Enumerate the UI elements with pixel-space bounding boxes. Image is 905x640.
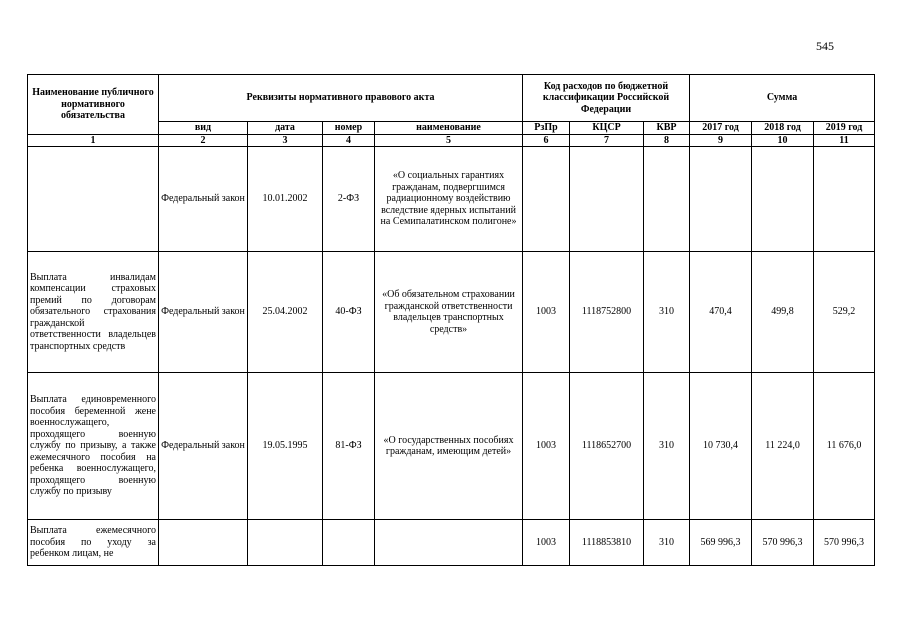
table-row	[28, 252, 875, 373]
header-rzpr: РзПр	[523, 122, 570, 135]
header-budget-code: Код расходов по бюджетной классификации Российской Федерации	[523, 75, 690, 122]
column-number: 9	[690, 134, 752, 147]
act-name-cell: «О социальных гарантиях гражданам, подвергшимся радиационному воздействию вследствие ядерных испытаний на Семипалатинском полигоне»	[375, 147, 523, 252]
sum-2017-cell: 569 996,3	[690, 520, 752, 566]
header-sum: Сумма	[690, 75, 875, 122]
column-number: 10	[752, 134, 814, 147]
act-type-cell: Федеральный закон	[159, 252, 248, 373]
header-date: дата	[248, 122, 323, 135]
kcsr-cell: 1118853810	[570, 520, 644, 566]
column-number-row	[28, 134, 875, 147]
sum-2019-cell: 11 676,0	[814, 373, 875, 520]
act-number-cell	[323, 520, 375, 566]
header-kvr: КВР	[644, 122, 690, 135]
header-number: номер	[323, 122, 375, 135]
header-obligation: Наименование публичного нормативного обязательства	[28, 75, 159, 135]
sum-2019-cell: 529,2	[814, 252, 875, 373]
kcsr-cell	[570, 147, 644, 252]
column-number: 11	[814, 134, 875, 147]
obligation-cell: Выплата ежемесячного пособия по уходу за ребенком лицам, не	[28, 520, 159, 566]
header-row-main	[28, 75, 875, 122]
column-number: 4	[323, 134, 375, 147]
column-number: 5	[375, 134, 523, 147]
rzpr-cell: 1003	[523, 373, 570, 520]
sum-2018-cell: 499,8	[752, 252, 814, 373]
act-date-cell	[248, 520, 323, 566]
sum-2017-cell: 470,4	[690, 252, 752, 373]
kvr-cell: 310	[644, 252, 690, 373]
act-name-cell: «Об обязательном страховании гражданской ответственности владельцев транспортных средств»	[375, 252, 523, 373]
column-number: 2	[159, 134, 248, 147]
header-2017: 2017 год	[690, 122, 752, 135]
rzpr-cell: 1003	[523, 252, 570, 373]
rzpr-cell: 1003	[523, 520, 570, 566]
table-row	[28, 373, 875, 520]
header-act-type: вид	[159, 122, 248, 135]
rzpr-cell	[523, 147, 570, 252]
kcsr-cell: 1118652700	[570, 373, 644, 520]
column-number: 6	[523, 134, 570, 147]
page-number: 545	[816, 39, 834, 53]
act-type-cell: Федеральный закон	[159, 373, 248, 520]
obligation-cell	[28, 147, 159, 252]
column-number: 3	[248, 134, 323, 147]
kvr-cell	[644, 147, 690, 252]
act-number-cell: 2-ФЗ	[323, 147, 375, 252]
column-number: 7	[570, 134, 644, 147]
header-2019: 2019 год	[814, 122, 875, 135]
sum-2019-cell	[814, 147, 875, 252]
kvr-cell: 310	[644, 373, 690, 520]
budget-table	[27, 74, 875, 566]
sum-2019-cell: 570 996,3	[814, 520, 875, 566]
obligation-cell: Выплата инвалидам компенсации страховых премий по договорам обязательного страхования гражданской ответственности владельцев транспортных средств	[28, 252, 159, 373]
act-number-cell: 81-ФЗ	[323, 373, 375, 520]
column-number: 8	[644, 134, 690, 147]
obligation-cell: Выплата единовременного пособия беременной жене военнослужащего, проходящего военную службу по призыву, а также ежемесячного пособия на ребенка военнослужащего, проходящего военную службу по призыву	[28, 373, 159, 520]
sum-2018-cell: 11 224,0	[752, 373, 814, 520]
table-row	[28, 147, 875, 252]
kcsr-cell: 1118752800	[570, 252, 644, 373]
act-name-cell: «О государственных пособиях гражданам, имеющим детей»	[375, 373, 523, 520]
sum-2018-cell: 570 996,3	[752, 520, 814, 566]
sum-2018-cell	[752, 147, 814, 252]
column-number: 1	[28, 134, 159, 147]
header-2018: 2018 год	[752, 122, 814, 135]
sum-2017-cell: 10 730,4	[690, 373, 752, 520]
act-number-cell: 40-ФЗ	[323, 252, 375, 373]
kvr-cell: 310	[644, 520, 690, 566]
header-act-name: наименование	[375, 122, 523, 135]
act-name-cell	[375, 520, 523, 566]
act-date-cell: 25.04.2002	[248, 252, 323, 373]
act-type-cell	[159, 520, 248, 566]
sum-2017-cell	[690, 147, 752, 252]
act-date-cell: 10.01.2002	[248, 147, 323, 252]
header-kcsr: КЦСР	[570, 122, 644, 135]
header-requisites: Реквизиты нормативного правового акта	[159, 75, 523, 122]
table-row	[28, 520, 875, 566]
act-date-cell: 19.05.1995	[248, 373, 323, 520]
act-type-cell: Федеральный закон	[159, 147, 248, 252]
